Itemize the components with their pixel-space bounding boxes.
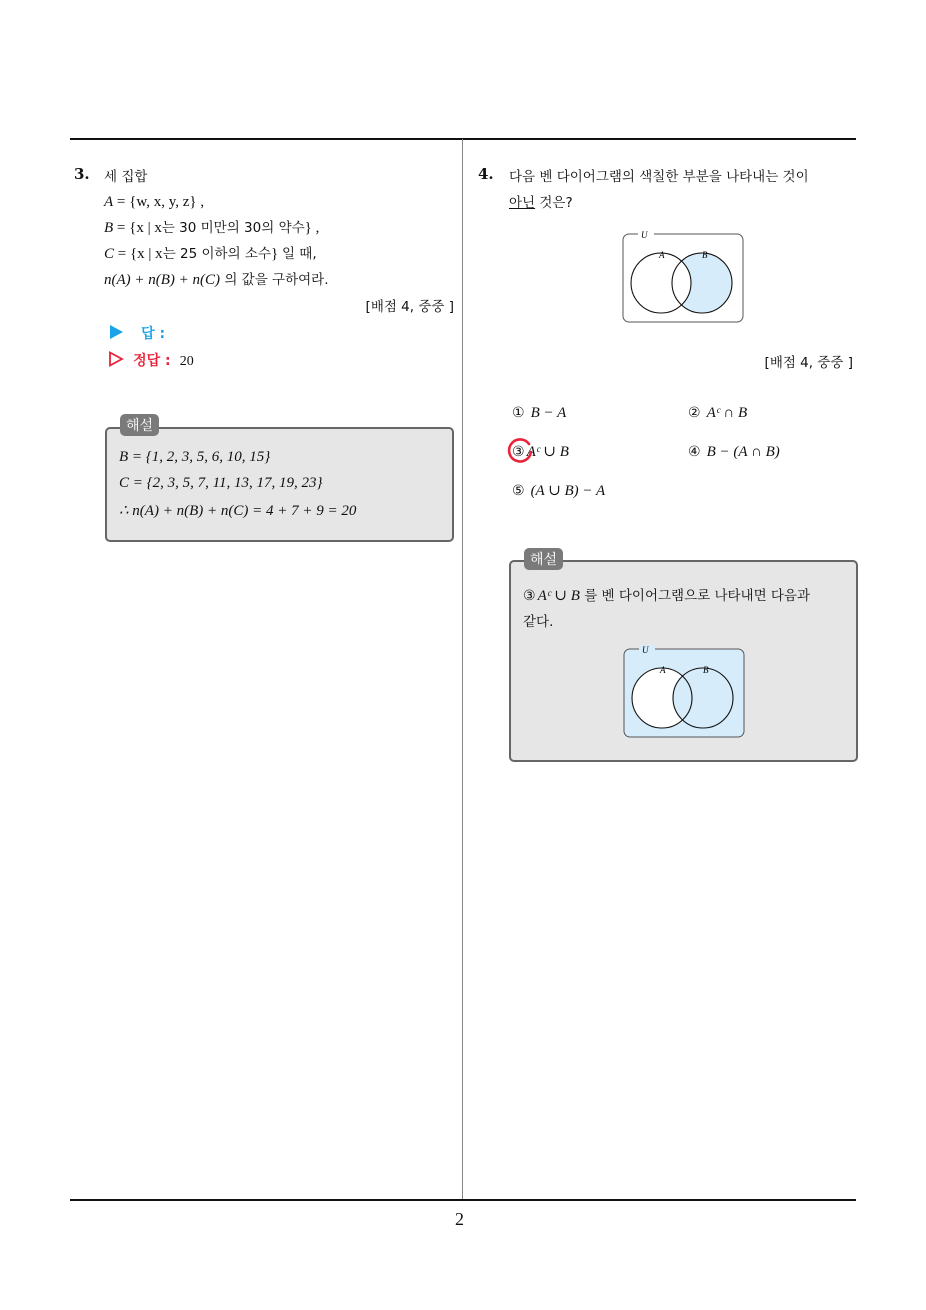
question-text-line2: 아닌 것은?: [509, 195, 573, 211]
venn-label-u: U: [642, 645, 649, 655]
answer-circle-mark: [505, 435, 535, 465]
option-3[interactable]: ③ Aᶜ ∪ B: [512, 444, 569, 460]
outline-triangle-icon: [108, 351, 124, 367]
venn-diagram: [622, 230, 744, 324]
score-label: [배점 4, 중중 ]: [764, 355, 853, 371]
option-1[interactable]: ① B − A: [512, 405, 567, 421]
venn-label-a: A: [659, 250, 665, 260]
question-number: 3.: [74, 165, 90, 183]
solution-box: [509, 560, 858, 762]
correct-answer-line: 정답 : 20: [108, 350, 194, 370]
bottom-rule: [70, 1199, 856, 1201]
question-ask: n(A) + n(B) + n(C) 의 값을 구하여라.: [104, 272, 329, 288]
venn-label-u: U: [641, 230, 648, 240]
solution-line: C = {2, 3, 5, 7, 11, 13, 17, 19, 23}: [119, 475, 323, 491]
solution-label: 해설: [120, 414, 159, 436]
solution-line: B = {1, 2, 3, 5, 6, 10, 15}: [119, 449, 271, 465]
question-number: 4.: [478, 165, 494, 183]
venn-label-b: B: [703, 665, 709, 675]
venn-label-a: A: [660, 665, 666, 675]
score-label: [배점 4, 중중 ]: [365, 299, 454, 315]
venn-label-b: B: [702, 250, 708, 260]
top-rule: [70, 138, 856, 140]
set-a-definition: A = {w, x, y, z} ,: [104, 194, 205, 210]
solution-line: ③ Aᶜ ∪ B 를 벤 다이어그램으로 나타내면 다음과: [523, 588, 811, 604]
solution-label: 해설: [524, 548, 563, 570]
option-5[interactable]: ⑤ (A ∪ B) − A: [512, 483, 606, 499]
set-b-definition: B = {x | x는 30 미만의 30의 약수} ,: [104, 220, 320, 236]
option-4[interactable]: ④ B − (A ∩ B): [688, 444, 780, 460]
solution-box: [105, 427, 454, 542]
question-text: 다음 벤 다이어그램의 색칠한 부분을 나타내는 것이: [509, 169, 809, 185]
solution-line: ∴ n(A) + n(B) + n(C) = 4 + 7 + 9 = 20: [119, 503, 357, 519]
page-number: 2: [455, 1209, 464, 1229]
set-c-definition: C = {x | x는 25 이하의 소수} 일 때,: [104, 246, 317, 262]
venn-diagram-solution: [623, 645, 745, 739]
answer-line: 답 :: [108, 323, 165, 343]
play-triangle-icon: [108, 324, 124, 340]
solution-line: 같다.: [523, 614, 554, 630]
column-divider: [462, 139, 463, 1201]
option-2[interactable]: ② Aᶜ ∩ B: [688, 405, 748, 421]
question-intro: 세 집합: [104, 169, 148, 185]
